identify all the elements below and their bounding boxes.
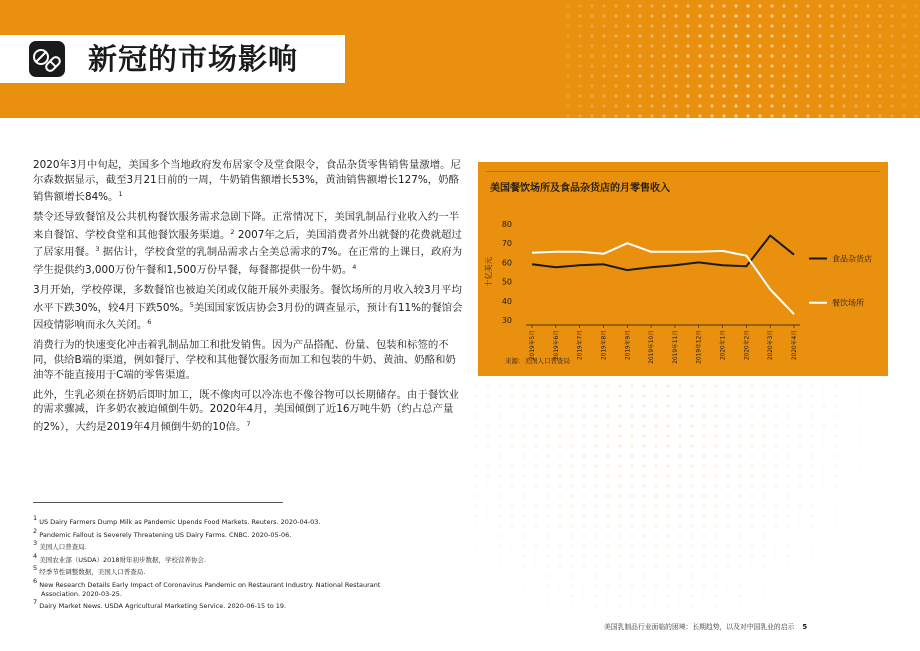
x-tick-label: 2020年4月: [792, 330, 798, 361]
pills-icon: [28, 40, 66, 78]
paragraph-4: 消费行为的快速变化冲击着乳制品加工和批发销售。因为产品搭配、份量、包装和标签的不同，供给B端的渠道，例如餐厅、学校和其他餐饮服务而加工和包装的牛奶、黄油、奶酪和奶油等不能直接用于C端的零售渠道。: [33, 339, 456, 381]
decorative-dot-pattern-lower: [470, 380, 910, 640]
title-box: [0, 35, 345, 83]
footnote: $^7$ Dairy Market News. USDA Agricultural Marketing Service. 2020-06-15 to 19.: [33, 598, 287, 611]
y-axis-label: 十亿美元: [484, 257, 493, 287]
x-tick-label: 2019年5月: [530, 330, 536, 361]
y-tick-label: 80: [501, 220, 512, 229]
line-chart: [478, 162, 888, 376]
y-tick-label: 30: [501, 316, 512, 325]
footnote: $^2$ Pandemic Fallout is Severely Threatening US Dairy Farms. CNBC. 2020-05-06.: [33, 526, 292, 539]
legend-label: 餐饮场所: [832, 298, 864, 308]
body-text: [33, 158, 463, 440]
chart-source: 来源：美国人口普查局: [505, 357, 570, 365]
footnote: $^4$ 美国农业部（USDA）2018财年初步数据，学校营养协会.: [33, 551, 207, 564]
footnote: $^1$ US Dairy Farmers Dump Milk as Pandemic Upends Food Markets. Reuters. 2020-04-03.: [33, 514, 321, 526]
footer-text: 美国乳制品行业面临的困境：长期趋势，以及对中国乳业的启示: [604, 623, 795, 631]
x-tick-label: 2020年1月: [720, 330, 727, 361]
footnote: $^5$ 经季节性调整数据，美国人口普查局.: [33, 564, 146, 577]
legend-label: 食品杂货店: [832, 254, 872, 264]
x-tick-label: 2019年6月: [553, 330, 560, 361]
page-title: 新冠的市场影响: [88, 42, 299, 76]
footnote: $^6$ New Research Details Early Impact of Coronavirus Pandemic on Restaurant Industry. National Restaurant Association. 2020-03-25.: [33, 576, 381, 598]
x-tick-label: 2019年10月: [649, 330, 656, 364]
paragraph-2: 禁令还导致餐馆及公共机构餐饮服务需求急剧下降。正常情况下，美国乳制品行业收入约一半来自餐馆、学校食堂和其他餐饮服务渠道。$^2$ 2007年之后，美国消费者外出就餐的花费就超过了居家用餐。$^3$ 据估计，学校食堂的乳制品需求占全美总需求的7%。在正常的上课日，政府为学生提供约3,000万份午餐和1,500万份早餐，每餐都提供一份牛奶。$^4$: [33, 211, 463, 277]
paragraph-5: 此外，生乳必须在挤奶后即时加工，既不像肉可以冷冻也不像谷物可以长期储存。由于餐饮业的需求骤减，许多奶农被迫倾倒牛奶。2020年4月，美国倾倒了近16万吨牛奶（约占总产量的2%），大约是2019年4月倾倒牛奶的10倍。$^7$: [33, 388, 460, 433]
y-tick-label: 50: [501, 277, 512, 287]
chart-panel: [478, 162, 888, 376]
x-tick-label: 2020年3月: [768, 330, 775, 361]
x-tick-label: 2019年11月: [672, 330, 679, 364]
series-line-restaurant: [532, 243, 794, 314]
y-tick-label: 40: [501, 296, 512, 306]
chart-title: 美国餐饮场所及食品杂货店的月零售收入: [490, 183, 670, 194]
y-tick-label: 60: [501, 258, 512, 268]
page-footer: [604, 621, 807, 631]
footnote: $^3$ 美国人口普查局.: [33, 539, 87, 552]
decorative-dot-pattern: [560, 0, 920, 118]
footnotes: [33, 514, 413, 611]
x-tick-label: 2019年8月: [601, 330, 608, 361]
paragraph-1: 2020年3月中旬起，美国多个当地政府发布居家令及堂食限令，食品杂货零售销售量激增。尼尔森数据显示，截至3月21日前的一周，牛奶销售额增长53%，黄油销售额增长127%，奶酪销售额增长84%。$^1$: [33, 159, 461, 204]
footnote-rule: [33, 502, 283, 503]
paragraph-3: 3月开始，学校停课，多数餐馆也被迫关闭或仅能开展外卖服务。餐饮场所的月收入较3月平均水平下跌30%，较4月下跌50%。$^5$美国国家饭店协会3月份的调查显示，预计有11%的餐馆会因疫情影响而永久关闭。$^6$: [33, 284, 463, 332]
x-tick-label: 2019年9月: [625, 330, 632, 361]
x-tick-label: 2019年12月: [696, 330, 703, 364]
y-tick-label: 70: [501, 239, 512, 249]
x-tick-label: 2019年7月: [577, 330, 584, 361]
page-number: 5: [802, 623, 808, 631]
x-tick-label: 2020年2月: [744, 330, 751, 361]
